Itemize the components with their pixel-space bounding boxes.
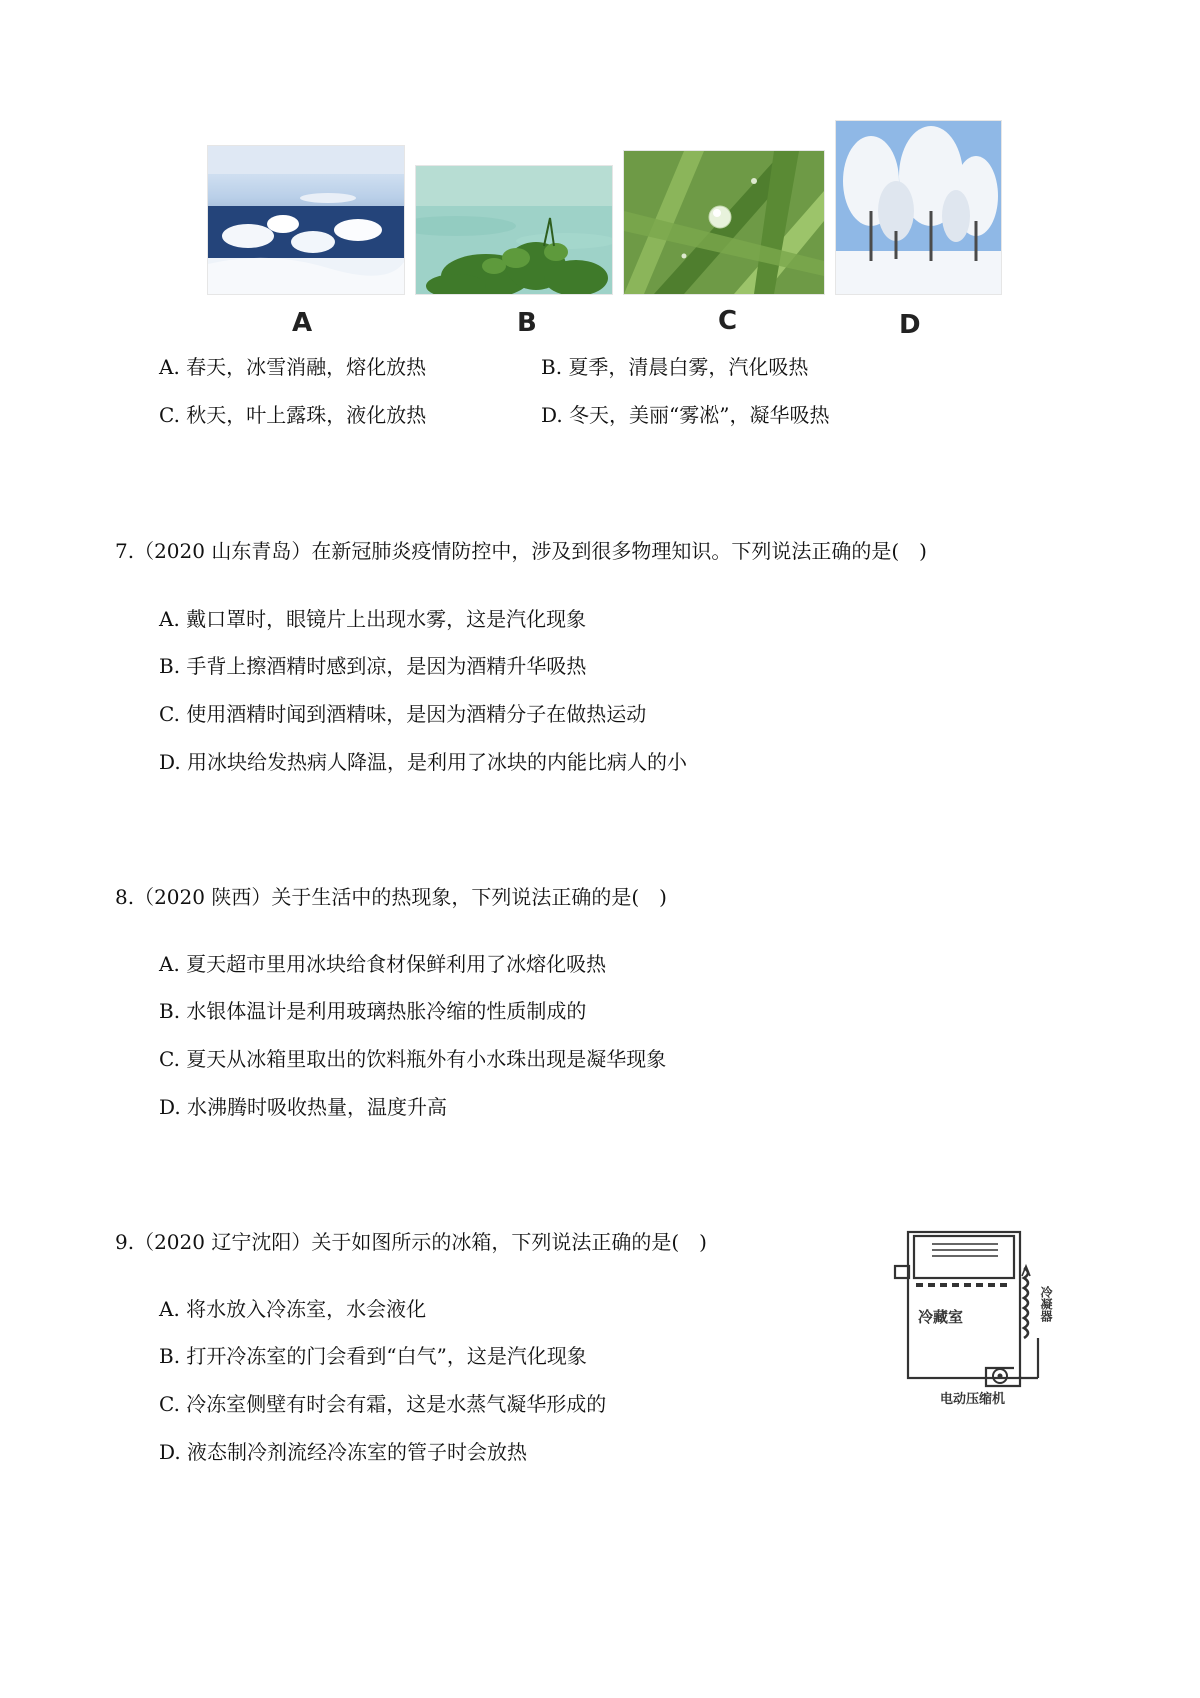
q6-option-c: C. 秋天，叶上露珠，液化放热 bbox=[159, 403, 427, 427]
q9-stem: 9.（2020 辽宁沈阳）关于如图所示的冰箱，下列说法正确的是( ) bbox=[115, 1230, 707, 1254]
photo-d bbox=[835, 120, 1002, 295]
q8-option-d: D. 水沸腾时吸收热量，温度升高 bbox=[159, 1095, 448, 1119]
photo-a bbox=[207, 145, 405, 295]
photo-label-d: D bbox=[899, 310, 921, 340]
fridge-condenser-label: 冷凝器 bbox=[1039, 1286, 1053, 1322]
q8-stem: 8.（2020 陕西）关于生活中的热现象，下列说法正确的是( ) bbox=[115, 885, 667, 909]
q8-option-b: B. 水银体温计是利用玻璃热胀冷缩的性质制成的 bbox=[159, 999, 587, 1023]
q9-option-d: D. 液态制冷剂流经冷冻室的管子时会放热 bbox=[159, 1440, 528, 1464]
fridge-chamber-label: 冷藏室 bbox=[918, 1308, 964, 1326]
q6-option-d: D. 冬天，美丽“雾凇”，凝华吸热 bbox=[541, 403, 830, 427]
q9-option-c: C. 冷冻室侧壁有时会有霜，这是水蒸气凝华形成的 bbox=[159, 1392, 607, 1416]
q7-option-b: B. 手背上擦酒精时感到凉，是因为酒精升华吸热 bbox=[159, 654, 587, 678]
photo-label-a: A bbox=[292, 308, 313, 338]
q7-option-c: C. 使用酒精时闻到酒精味，是因为酒精分子在做热运动 bbox=[159, 702, 647, 726]
q9-option-a: A. 将水放入冷冻室，水会液化 bbox=[159, 1297, 427, 1321]
fridge-diagram bbox=[888, 1228, 1058, 1407]
photo-c bbox=[623, 150, 825, 295]
q6-option-b: B. 夏季，清晨白雾，汽化吸热 bbox=[541, 355, 809, 379]
photo-label-c: C bbox=[718, 306, 738, 336]
fridge-compressor-label: 电动压缩机 bbox=[940, 1392, 1006, 1407]
q9-option-b: B. 打开冷冻室的门会看到“白气”，这是汽化现象 bbox=[159, 1344, 587, 1368]
q7-stem: 7.（2020 山东青岛）在新冠肺炎疫情防控中，涉及到很多物理知识。下列说法正确的是( ) bbox=[115, 539, 927, 563]
q7-option-a: A. 戴口罩时，眼镜片上出现水雾，这是汽化现象 bbox=[159, 607, 587, 631]
q8-option-c: C. 夏天从冰箱里取出的饮料瓶外有小水珠出现是凝华现象 bbox=[159, 1047, 667, 1071]
q6-option-a: A. 春天，冰雪消融，熔化放热 bbox=[159, 355, 427, 379]
photo-b bbox=[415, 165, 613, 295]
q8-option-a: A. 夏天超市里用冰块给食材保鲜利用了冰熔化吸热 bbox=[159, 952, 607, 976]
photo-label-b: B bbox=[517, 308, 537, 338]
q7-option-d: D. 用冰块给发热病人降温，是利用了冰块的内能比病人的小 bbox=[159, 750, 688, 774]
